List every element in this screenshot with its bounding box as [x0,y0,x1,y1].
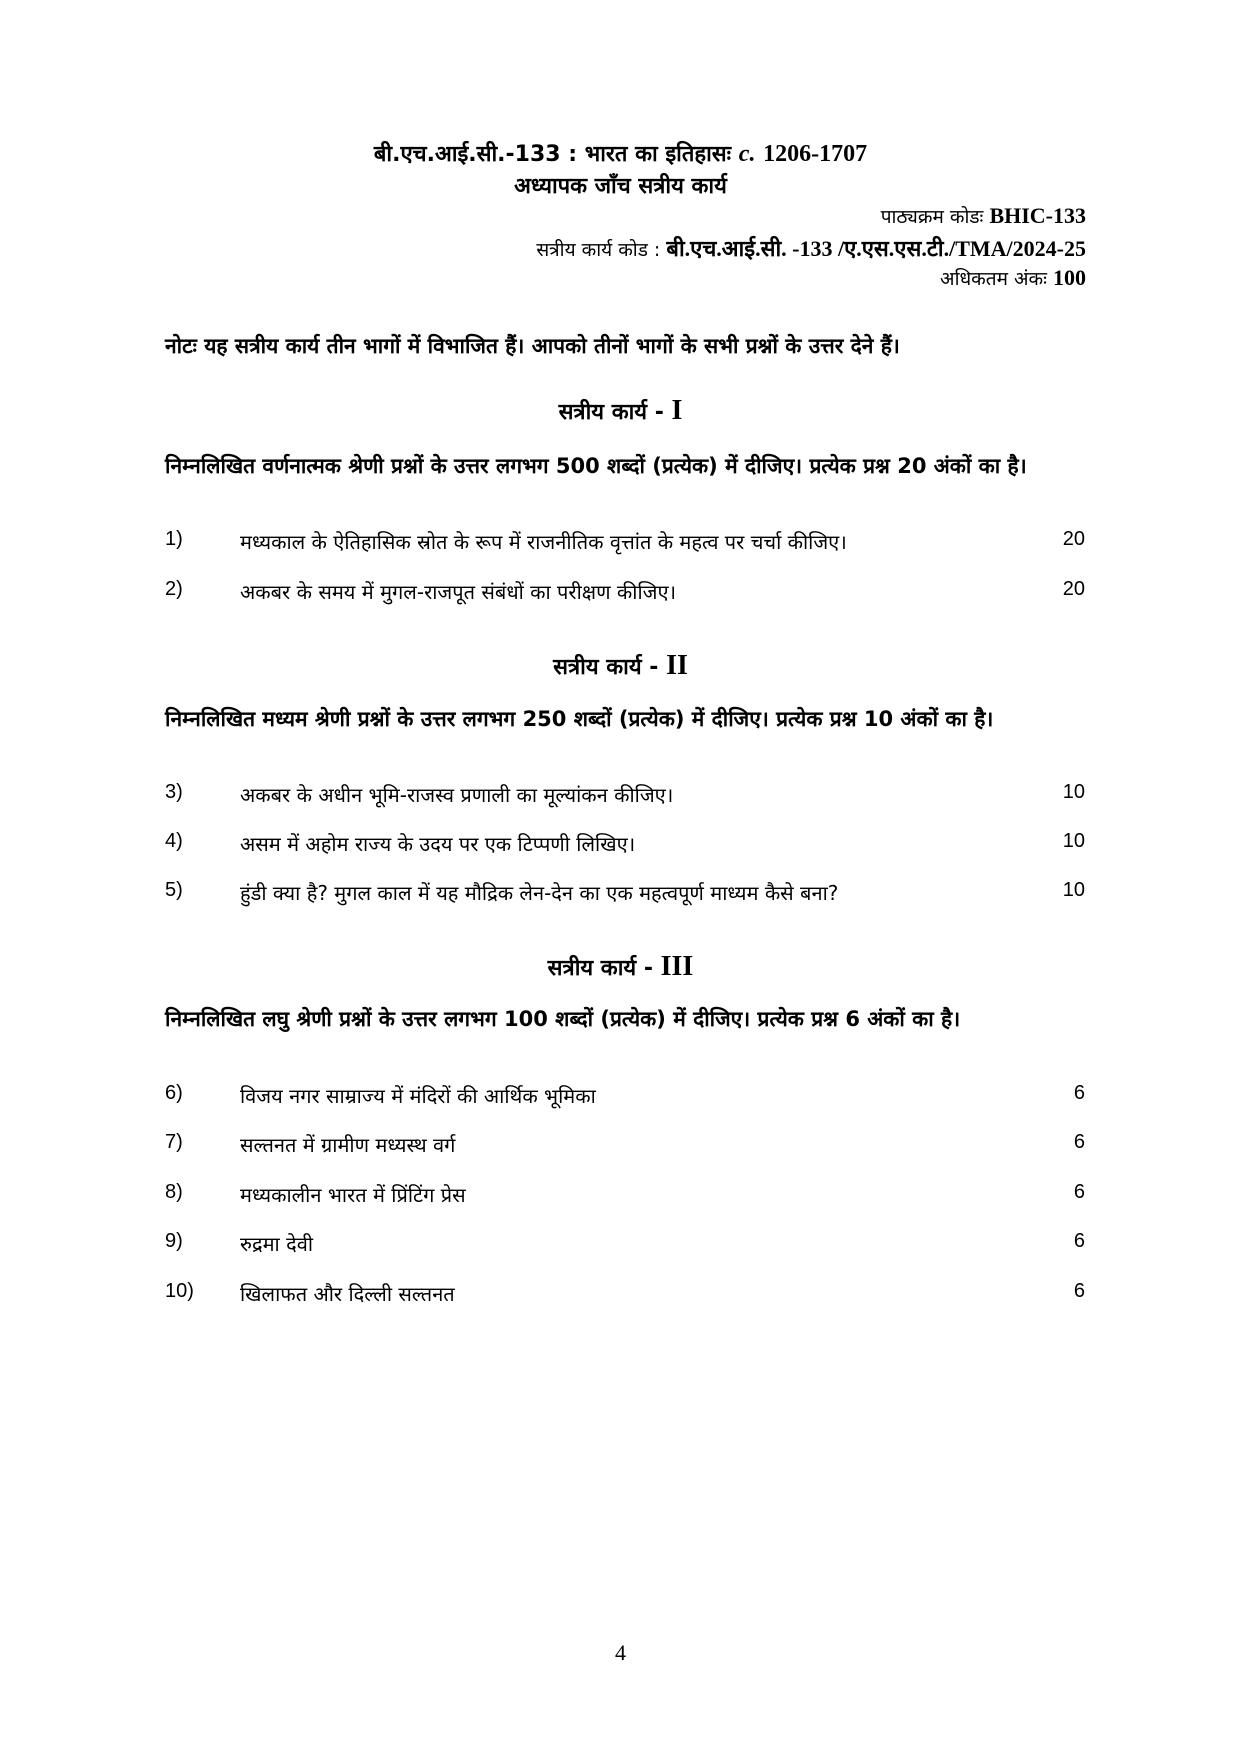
question-text: रुद्रमा देवी [240,1232,313,1256]
circa: c. [738,141,756,167]
question-text: अकबर के समय में मुगल-राजपूत संबंधों का परीक्षण कीजिए। [240,580,677,604]
max-marks-value: 100 [1053,265,1086,290]
section-heading-text: सत्रीय कार्य - [547,956,653,981]
question-number: 10) [165,1280,194,1302]
question-marks: 20 [1062,578,1085,600]
course-code-hindi: बी.एच.आई.सी.-133 [373,142,561,167]
question-marks: 6 [1073,1082,1085,1104]
question-text: हुंडी क्या है? मुगल काल में यह मौद्रिक लेन-देन का एक महत्वपूर्ण माध्यम कैसे बना? [240,881,839,905]
question-item [165,781,1085,813]
page-number: 4 [615,1640,626,1665]
section-instruction-3: निम्नलिखित लघु श्रेणी प्रश्नों के उत्तर लगभग 100 शब्दों (प्रत्येक) में दीजिए। प्रत्येक प्रश्न 6 अंकों का है। [165,1007,961,1031]
question-number: 4) [165,830,183,852]
question-item [165,528,1085,560]
question-item [165,830,1085,862]
note: नोटः यह सत्रीय कार्य तीन भागों में विभाजित हैं। आपको तीनों भागों के सभी प्रश्नों के उत्तर देने हैं। [165,334,900,358]
section-heading-text: सत्रीय कार्य - [558,400,664,425]
section-heading-2 [0,650,1241,682]
question-number: 3) [165,781,183,803]
question-text: विजय नगर साम्राज्य में मंदिरों की आर्थिक भूमिका [240,1084,596,1108]
question-text: असम में अहोम राज्य के उदय पर एक टिप्पणी लिखिए। [240,832,636,856]
course-code-label: पाठ्यक्रम कोडः [880,206,984,228]
question-marks: 6 [1073,1280,1085,1302]
question-text: मध्यकालीन भारत में प्रिंटिंग प्रेस [240,1183,466,1207]
section-roman-numeral: III [660,951,694,982]
question-item [165,879,1085,911]
question-number: 1) [165,528,183,550]
assignment-code-line [536,233,1086,263]
title-colon: : [568,142,578,167]
question-text: खिलाफत और दिल्ली सल्तनत [240,1282,455,1306]
question-item [165,1280,1085,1312]
document-subtitle: अध्यापक जाँच सत्रीय कार्य [514,174,727,199]
title-years: 1206-1707 [763,141,868,167]
question-number: 9) [165,1230,183,1252]
question-text: अकबर के अधीन भूमि-राजस्व प्रणाली का मूल्यांकन कीजिए। [240,783,674,807]
question-marks: 10 [1062,879,1085,901]
max-marks-line [940,265,1086,291]
section-heading-1 [0,395,1241,427]
question-item [165,1131,1085,1163]
question-item [165,1230,1085,1262]
document-title [0,138,1241,168]
question-marks: 6 [1073,1131,1085,1153]
section-roman-numeral: I [671,395,683,426]
section-heading-text: सत्रीय कार्य - [553,655,659,680]
question-number: 7) [165,1131,183,1153]
question-text: सल्तनत में ग्रामीण मध्यस्थ वर्ग [240,1133,456,1157]
section-heading-3 [0,951,1241,983]
question-marks: 10 [1062,830,1085,852]
course-code-value: BHIC-133 [989,203,1086,228]
question-item [165,578,1085,610]
question-number: 6) [165,1082,183,1104]
section-roman-numeral: II [666,650,688,681]
max-marks-label: अधिकतम अंकः [940,268,1047,290]
question-number: 8) [165,1181,183,1203]
title-text: भारत का इतिहासः [584,142,732,167]
question-number: 5) [165,879,183,901]
section-instruction-1: निम्नलिखित वर्णनात्मक श्रेणी प्रश्नों के उत्तर लगभग 500 शब्दों (प्रत्येक) में दीजिए। प्रत्येक प्रश्न 20 अंकों का है। [165,454,1027,478]
course-code-line [881,203,1086,229]
question-marks: 20 [1062,528,1085,550]
question-marks: 6 [1073,1230,1085,1252]
question-text: मध्यकाल के ऐतिहासिक स्रोत के रूप में राजनीतिक वृत्तांत के महत्व पर चर्चा कीजिए। [240,530,847,554]
section-instruction-2: निम्नलिखित मध्यम श्रेणी प्रश्नों के उत्तर लगभग 250 शब्दों (प्रत्येक) में दीजिए। प्रत्येक प्रश्न 10 अंकों का है। [165,707,994,731]
assignment-code-label: सत्रीय कार्य कोड : [536,239,661,261]
question-marks: 10 [1062,781,1085,803]
question-number: 2) [165,578,183,600]
question-item [165,1181,1085,1213]
question-marks: 6 [1073,1181,1085,1203]
question-item [165,1082,1085,1114]
assignment-code-value: बी.एच.आई.सी. -133 /ए.एस.एस.टी./TMA/2024-25 [666,236,1086,261]
